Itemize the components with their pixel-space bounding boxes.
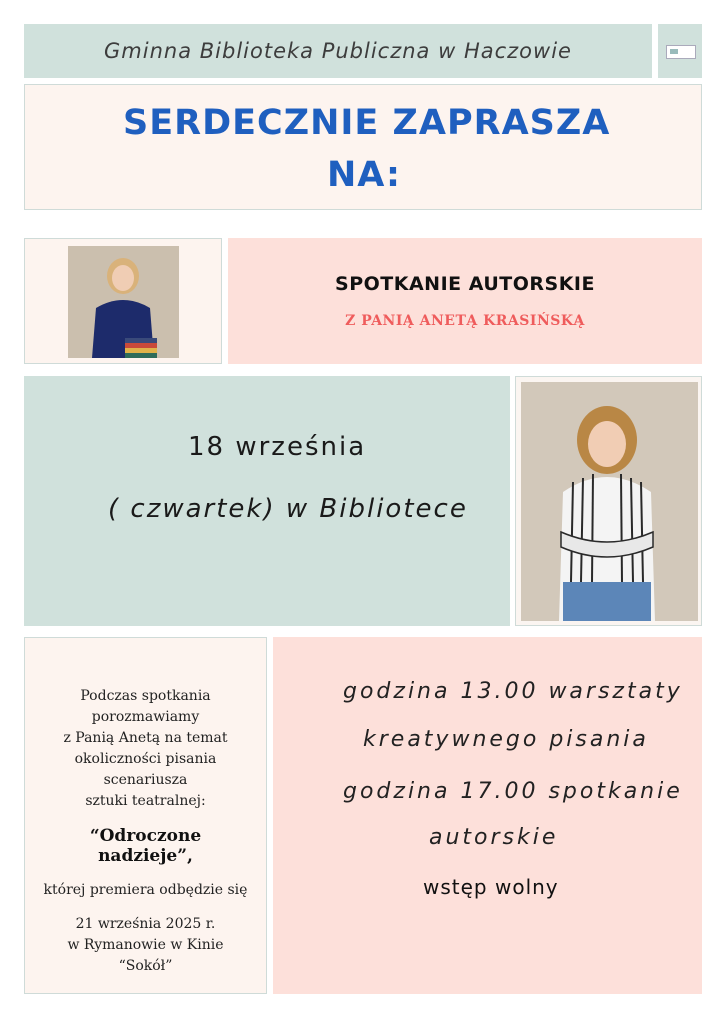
meeting-title: SPOTKANIE AUTORSKIE <box>335 273 595 295</box>
description-line: Podczas spotkania <box>80 688 211 704</box>
premiere-text: której premiera odbędzie się <box>43 882 248 898</box>
title-line-1: SERDECZNIE ZAPRASZA <box>123 103 611 143</box>
date-line-2: ( czwartek) w Bibliotece <box>108 494 468 524</box>
title-box <box>24 84 702 210</box>
description-text <box>25 686 266 812</box>
premiere-date-line: w Rymanowie w Kinie <box>67 937 224 953</box>
date-box <box>24 376 510 626</box>
workshop-time: godzina 13.00 warsztaty <box>343 679 683 704</box>
description-line: scenariusza <box>103 772 188 788</box>
description-line: sztuki teatralnej: <box>85 793 206 809</box>
schedule-box <box>273 637 702 994</box>
play-title-line-1: “Odroczone <box>89 826 202 846</box>
free-entry: wstęp wolny <box>423 875 559 899</box>
meeting-box <box>228 238 702 364</box>
author-photo-standing <box>521 382 698 621</box>
title-line-2: NA: <box>327 155 402 195</box>
workshop-name: kreatywnego pisania <box>363 727 649 752</box>
description-box <box>24 637 267 994</box>
author-photo-box-large <box>515 376 702 626</box>
author-photo-with-books <box>68 246 179 358</box>
premiere-date-line: 21 września 2025 r. <box>75 916 216 932</box>
meeting-time: godzina 17.00 spotkanie <box>343 779 683 804</box>
library-name: Gminna Biblioteka Publiczna w Haczowie <box>104 39 572 63</box>
corner-thumbnail-box <box>658 24 702 78</box>
description-line: porozmawiamy <box>91 709 200 725</box>
meeting-name: autorskie <box>429 825 559 850</box>
description-line: okoliczności pisania <box>74 751 217 767</box>
play-title-line-2: nadzieje”, <box>98 846 193 866</box>
description-line: z Panią Anetą na temat <box>63 730 228 746</box>
header-bar <box>24 24 652 78</box>
thumbnail-icon <box>666 45 696 59</box>
author-photo-box-small <box>24 238 222 364</box>
play-title <box>25 826 266 866</box>
premiere-date <box>25 914 266 977</box>
premiere-date-line: “Sokół” <box>118 958 173 974</box>
meeting-subtitle: Z PANIĄ ANETĄ KRASIŃSKĄ <box>345 313 585 329</box>
date-line-1: 18 września <box>188 432 367 462</box>
